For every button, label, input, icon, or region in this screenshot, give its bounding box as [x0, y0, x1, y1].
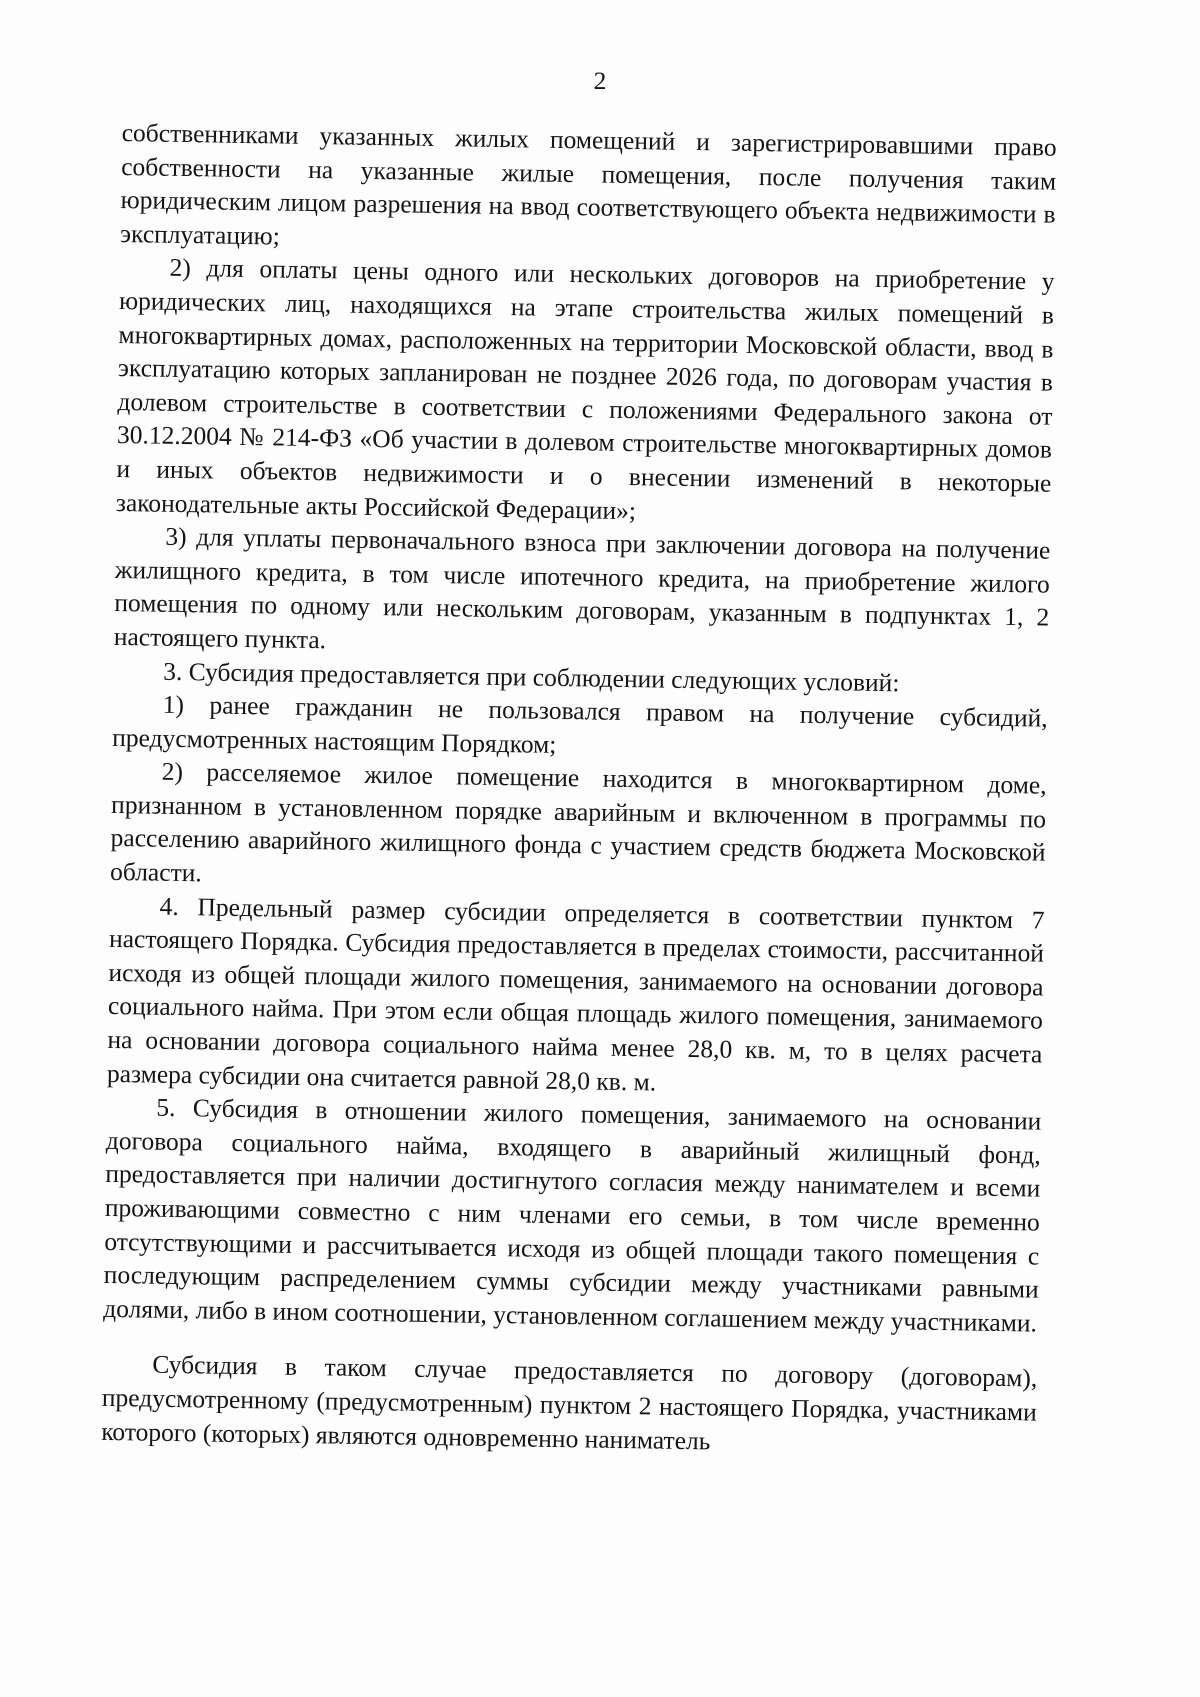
paragraph-continuation: собственниками указанных жилых помещений и зарегистрировавшими право собственности на указанные жилые помещения, после получения таким юридическим лицом разрешения на ввод соответствующего объекта недвижимости в эксплуатацию;	[119, 117, 1057, 251]
document-body	[101, 116, 1057, 1463]
paragraph-subitem-3: 3) для уплаты первоначального взноса при заключении договора на получение жилищного кредита, в том числе ипотечного кредита, на приобретение жилого помещения по одному или нескольким договорам, указанным в подпунктах 1, 2 настоящего пункта.	[113, 521, 1051, 655]
paragraph-subitem-2: 2) для оплаты цены одного или нескольких договоров на приобретение у юридических лиц, находящихся на этапе строительства жилых помещений в многоквартирных домах, расположенных на территории Московской области, ввод в эксплуатацию которых запланирован не позднее 2026 года, по договорам участия в долевом строительстве в соответствии с положениями Федерального закона от 30.12.2004 № 214-ФЗ «Об участии в долевом строительстве многоквартирных домов и иных объектов недвижимости и о внесении изменений в некоторые законодательные акты Российской Федерации»;	[115, 253, 1055, 525]
paragraph-item-5: 5. Субсидия в отношении жилого помещения, занимаемого на основании договора социального найма, входящего в аварийный жилищный фонд, предоставляется при наличии достигнутого согласия между нанимателем и всеми проживающими совместно с ним членами его семьи, в том числе временно отсутствующими и рассчитывается исходя из общей площади такого помещения с последующим распределением суммы субсидии между участниками равными долями, либо в ином соотношении, установленном соглашением между участниками.	[103, 1092, 1042, 1338]
paragraph-item-4: 4. Предельный размер субсидии определяется в соответствии пунктом 7 настоящего Порядка. Субсидия предоставляется в пределах стоимости, рассчитанной исходя из общей площади жилого помещения, занимаемого на основании договора социального найма. При этом если общая площадь жилого помещения, занимаемого на основании договора социального найма менее 28,0 кв. м, то в целях расчета размера субсидии она считается равной 28,0 кв. м.	[106, 891, 1045, 1097]
paragraph-subsidy-case: Субсидия в таком случае предоставляется по договору (договорам), предусмотренному (предусмотренным) пунктом 2 настоящего Порядка, участниками которого (которых) являются одновременно наниматель	[101, 1350, 1038, 1455]
page-number: 2	[593, 66, 607, 95]
paragraph-item-3: 3. Субсидия предоставляется при соблюдении следующих условий:	[163, 656, 900, 697]
paragraph-condition-1: 1) ранее гражданин не пользовался правом на получение субсидий, предусмотренных настоящим Порядком;	[112, 689, 1048, 759]
paragraph-condition-2: 2) расселяемое жилое помещение находится в многоквартирном доме, признанном в установленном порядке аварийным и включенном в программы по расселению аварийного жилищного фонда с участием средств бюджета Московской области.	[109, 756, 1047, 888]
